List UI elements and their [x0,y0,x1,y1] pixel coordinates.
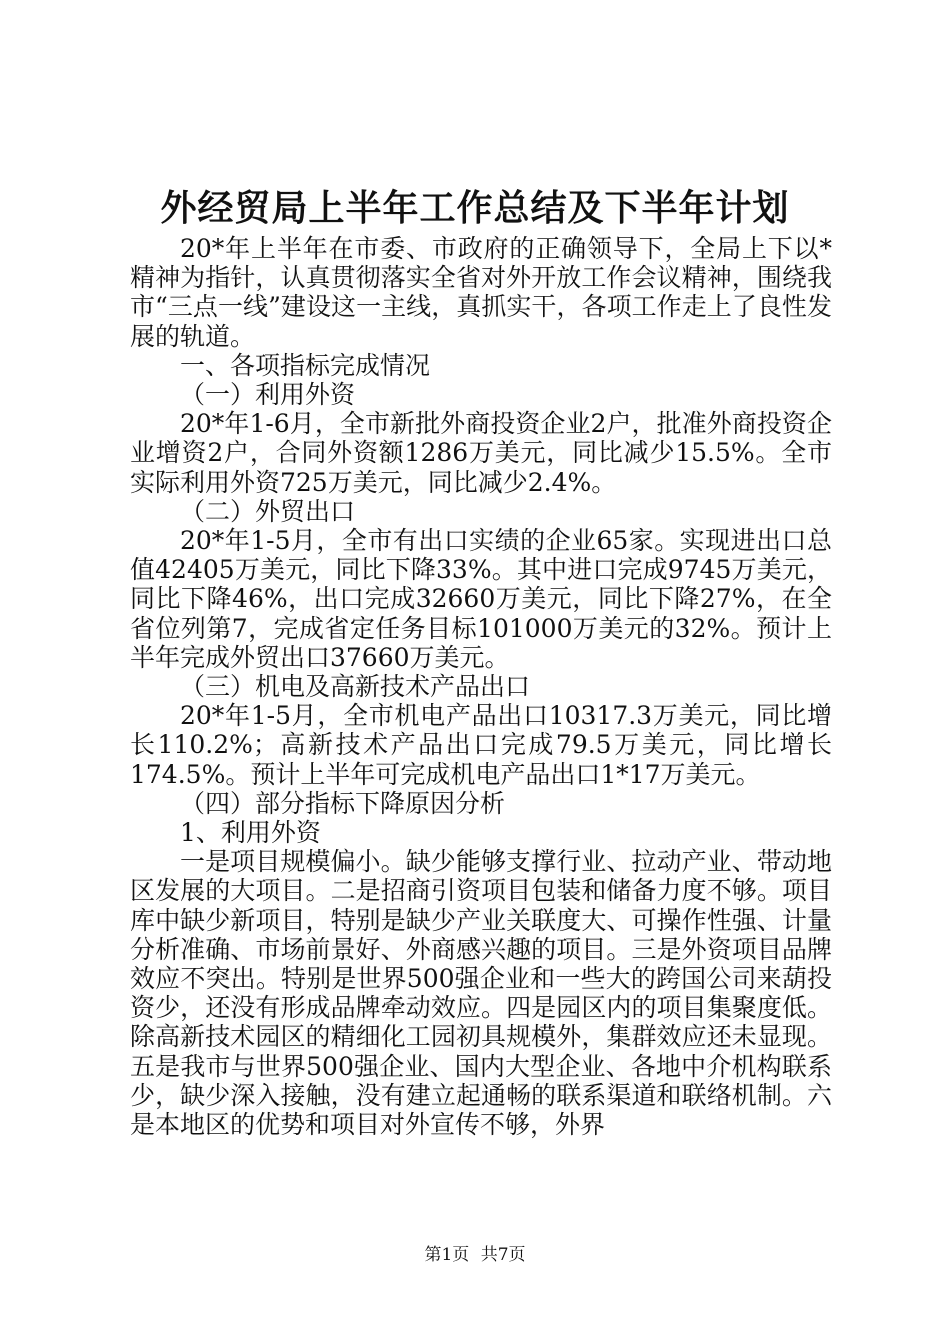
heading-foreign-investment: （一）利用外资 [180,380,356,410]
page-footer [0,1243,950,1267]
paragraph-foreign-trade-export: 20*年1-5月，全市有出口实绩的企业65家。实现进出口总值42405万美元，同比下降33%。其中进口完成9745万美元，同比下降46%，出口完成32660万美元，同比下降27%，在全省位列第7，完成省定任务目标101000万美元的32%。预计上半年完成外贸出口37660万美元。 [130,526,832,672]
paragraph-intro: 20*年上半年在市委、市政府的正确领导下，全局上下以*精神为指针，认真贯彻落实全省对外开放工作会议精神，围绕我市“三点一线”建设这一主线，真抓实干，各项工作走上了良性发展的轨道。 [130,234,832,351]
heading-decline-analysis: （四）部分指标下降原因分析 [180,788,506,818]
heading-foreign-trade-export: （二）外贸出口 [180,496,356,526]
document-title: 外经贸局上半年工作总结及下半年计划 [160,187,790,229]
document-body [130,234,832,1139]
heading-section-1: 一、各项指标完成情况 [180,350,431,380]
paragraph-decline-reasons: 一是项目规模偏小。缺少能够支撑行业、拉动产业、带动地区发展的大项目。二是招商引资项目包装和储备力度不够。项目库中缺少新项目，特别是缺少产业关联度大、可操作性强、计量分析准确、市场前景好、外商感兴趣的项目。三是外资项目品牌效应不突出。特别是世界500强企业和一些大的跨国公司来葫投资少，还没有形成品牌牵动效应。四是园区内的项目集聚度低。除高新技术园区的精细化工园初具规模外，集群效应还未显现。五是我市与世界500强企业、国内大型企业、各地中介机构联系少，缺少深入接触，没有建立起通畅的联系渠道和联络机制。六是本地区的优势和项目对外宣传不够，外界 [130,847,832,1140]
page-total: 共7页 [480,1245,526,1265]
paragraph-foreign-investment: 20*年1-6月，全市新批外商投资企业2户，批准外商投资企业增资2户，合同外资额1286万美元，同比减少15.5%。全市实际利用外资725万美元，同比减少2.4%。 [130,409,832,497]
paragraph-electromechanical-hightech: 20*年1-5月，全市机电产品出口10317.3万美元，同比增长110.2%；高新技术产品出口完成79.5万美元，同比增长174.5%。预计上半年可完成机电产品出口1*17万美元。 [130,701,832,789]
page-number: 第1页 [424,1245,470,1265]
heading-use-of-foreign-capital: 1、利用外资 [180,818,321,848]
heading-electromechanical-hightech: （三）机电及高新技术产品出口 [180,672,531,702]
